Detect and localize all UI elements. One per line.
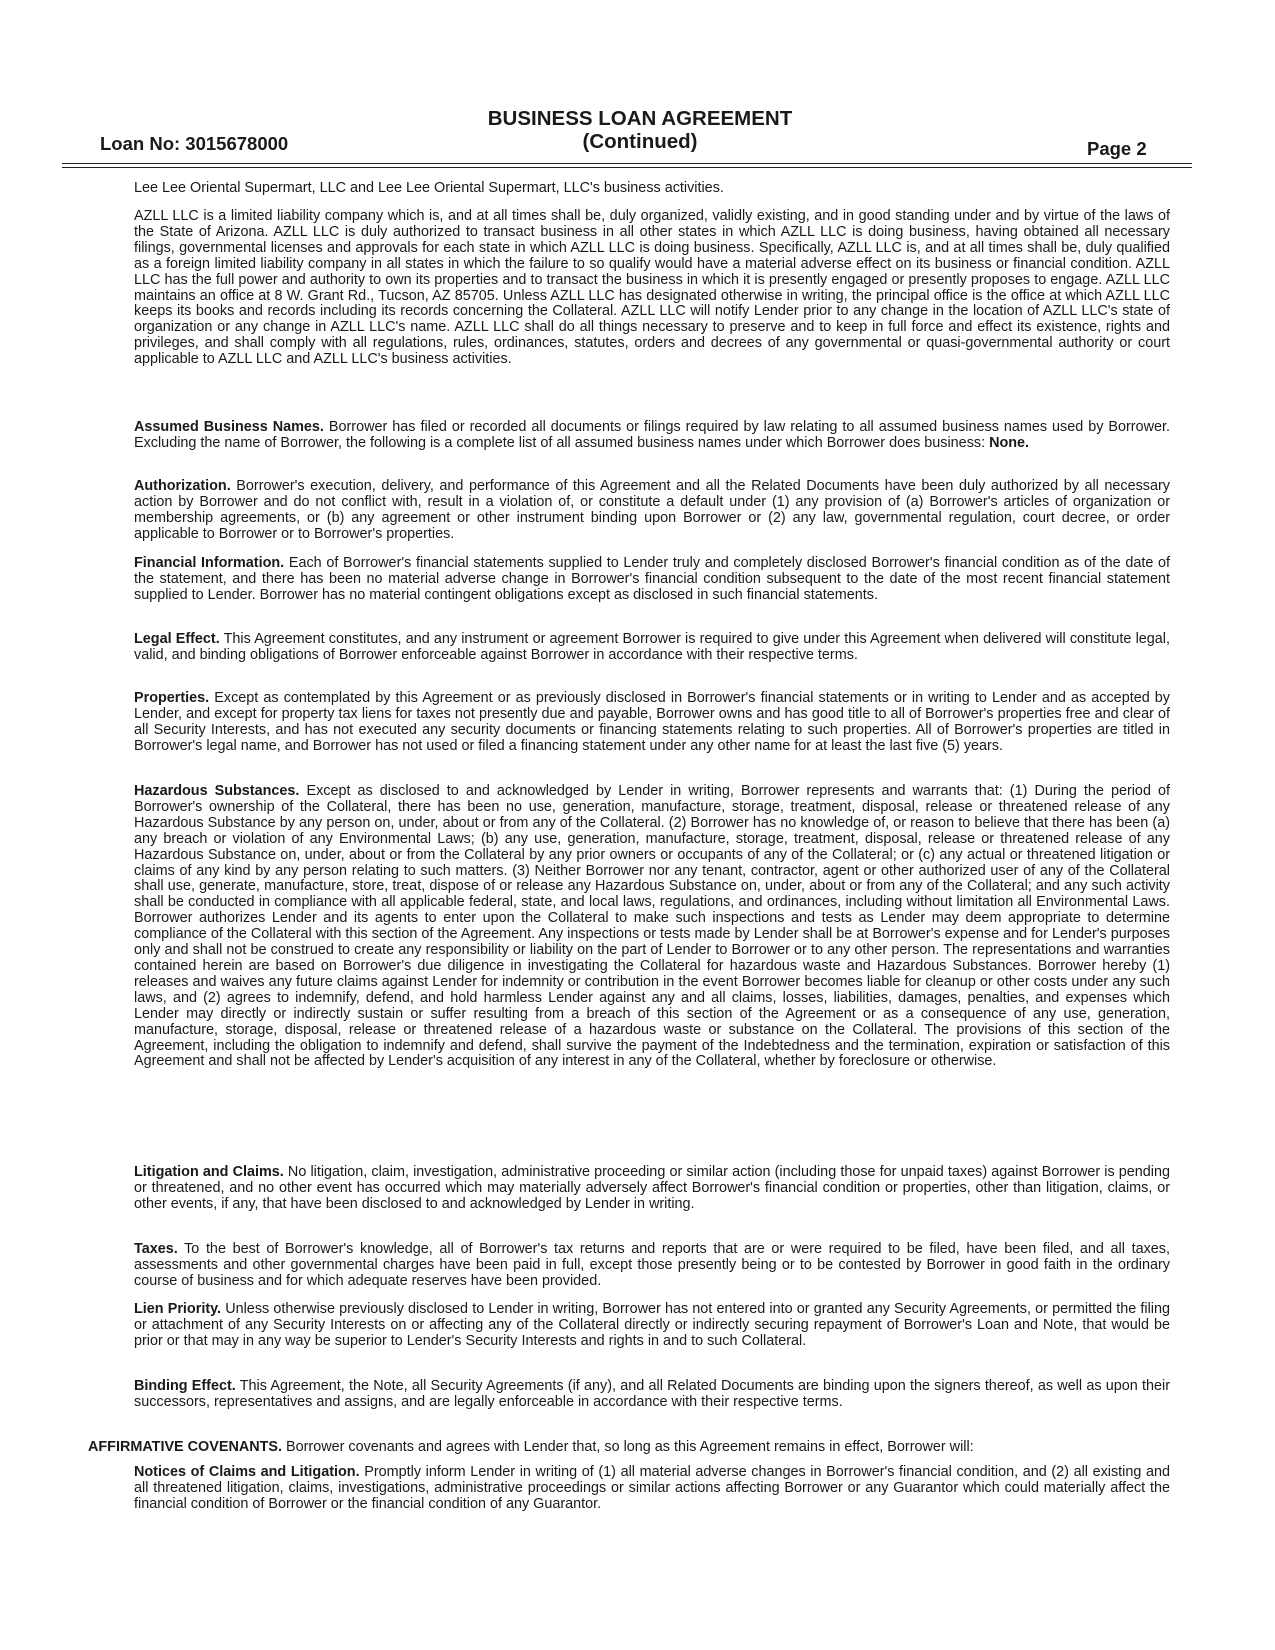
paragraph-assumed-business-names (134, 420, 1170, 452)
paragraph-taxes (134, 1242, 1170, 1290)
paragraph-continued (134, 181, 1170, 197)
paragraph-heading: Hazardous Substances. (134, 783, 300, 799)
paragraph-heading: Properties. (134, 690, 210, 706)
paragraph-tail: None. (989, 434, 1030, 451)
paragraph-authorization (134, 479, 1170, 543)
paragraph-text: Unless otherwise previously disclosed to Lender in writing, Borrower has not entered into or granted any Security Agreements, or permitted the filing or attachment of any Security Interests on or affecting any of the Collateral directly or indirectly securing repayment of Borrower's Loan and Note, that would be prior or that may in any way be superior to Lender's Security Interests and rights in and to such Collateral. (134, 1301, 1170, 1349)
paragraph-hazardous-substances (134, 784, 1170, 1070)
paragraph-azll (134, 209, 1170, 368)
paragraph-text: To the best of Borrower's knowledge, all of Borrower's tax returns and reports that are or were required to be filed, have been filed, and all taxes, assessments and other governmental charges have been paid in full, except those presently being or to be contested by Borrower in good faith in the ordinary course of business and for which adequate reserves have been provided. (134, 1241, 1170, 1289)
header-rule-top (62, 163, 1192, 164)
paragraph-heading: Financial Information. (134, 555, 285, 571)
paragraph-properties (134, 691, 1170, 755)
loan-number: Loan No: 3015678000 (100, 133, 289, 154)
paragraph-text: Except as disclosed to and acknowledged by Lender in writing, Borrower represents and warrants that: (1) During the period of Borrower's ownership of the Collateral, there has been no use, generation, manufacture, storage, treatment, disposal, release or threatened release of any Hazardous Substance by any person on, under, about or from any of the Collateral. (2) Borrower has no knowledge of, or reason to believe that there has been (a) any breach or violation of any Environmental Laws; (b) any use, generation, manufacture, storage, treatment, disposal, release or threatened release of any Hazardous Substance on, under, about or from the Collateral by any prior owners or occupants of any of the Collateral; or (c) any actual or threatened litigation or claims of any kind by any person relating to such matters. (3) Neither Borrower nor any tenant, contractor, agent or other authorized user of any of the Collateral shall use, generate, manufacture, store, treat, dispose of or release any Hazardous Substance on, under, about or from any of the Collateral; and any such activity shall be conducted in compliance with all applicable federal, state, and local laws, regulations, and ordinances, including without limitation all Environmental Laws. Borrower authorizes Lender and its agents to enter upon the Collateral to make such inspections and tests as Lender may deem appropriate to determine compliance of the Collateral with this section of the Agreement. Any inspections or tests made by Lender shall be at Borrower's expense and for Lender's purposes only and shall not be construed to create any responsibility or liability on the part of Lender to Borrower or to any other person. The representations and warranties contained herein are based on Borrower's due diligence in investigating the Collateral for hazardous waste and Hazardous Substances. Borrower hereby (1) releases and waives any future claims against Lender for indemnity or contribution in the event Borrower becomes liable for cleanup or other costs under any such laws, and (2) agrees to indemnify, defend, and hold harmless Lender against any and all claims, losses, liabilities, damages, penalties, and expenses which Lender may directly or indirectly sustain or suffer resulting from a breach of this section of the Agreement or as a consequence of any use, generation, manufacture, storage, disposal, release or threatened release of a hazardous waste or substance on the Collateral. The provisions of this section of the Agreement, including the obligation to indemnify and defend, shall survive the payment of the Indebtedness and the termination, expiration or satisfaction of this Agreement and shall not be affected by Lender's acquisition of any interest in any of the Collateral, whether by foreclosure or otherwise. (134, 783, 1170, 1070)
paragraph-legal-effect (134, 632, 1170, 664)
paragraph-text: No litigation, claim, investigation, administrative proceeding or similar action (including those for unpaid taxes) against Borrower is pending or threatened, and no other event has occurred which may materially adversely affect Borrower's financial condition or properties, other than litigation, claims, or other events, if any, that have been disclosed to and acknowledged by Lender in writing. (134, 1164, 1171, 1212)
paragraph-text: AZLL LLC is a limited liability company which is, and at all times shall be, duly organized, validly existing, and in good standing under and by virtue of the laws of the State of Arizona. AZLL LLC is duly authorized to transact business in all other states in which AZLL LLC is doing business, having obtained all necessary filings, governmental licenses and approvals for each state in which AZLL LLC is doing business. Specifically, AZLL LLC is, and at all times shall be, duly qualified as a foreign limited liability company in all states in which the failure to so qualify would have a material adverse effect on its business or financial condition. AZLL LLC has the full power and authority to own its properties and to transact the business in which it is presently engaged or presently proposes to engage. AZLL LLC maintains an office at 8 W. Grant Rd., Tucson, AZ 85705. Unless AZLL LLC has designated otherwise in writing, the principal office is the office at which AZLL LLC keeps its books and records including its records concerning the Collateral. AZLL LLC will notify Lender prior to any change in the location of AZLL LLC's state of organization or any change in AZLL LLC's name. AZLL LLC shall do all things necessary to preserve and to keep in full force and effect its existence, rights and privileges, and shall comply with all regulations, rules, ordinances, statutes, orders and decrees of any governmental or quasi-governmental authority or court applicable to AZLL LLC and AZLL LLC's business activities. (134, 208, 1170, 368)
paragraph-financial-information (134, 556, 1170, 604)
paragraph-heading: Litigation and Claims. (134, 1164, 284, 1180)
paragraph-text: Each of Borrower's financial statements supplied to Lender truly and completely disclosed Borrower's financial condition as of the date of the statement, and there has been no material adverse change in Borrower's financial condition subsequent to the date of the most recent financial statement supplied to Lender. Borrower has no material contingent obligations except as disclosed in such financial statements. (134, 555, 1171, 603)
title-line-2: (Continued) (582, 130, 698, 153)
section-heading: AFFIRMATIVE COVENANTS. (88, 1439, 283, 1455)
paragraph-text: This Agreement, the Note, all Security Agreements (if any), and all Related Documents are binding upon the signers thereof, as well as upon their successors, representatives and assigns, and are legally enforceable in accordance with their respective terms. (134, 1378, 1171, 1410)
header-rule-bottom (62, 167, 1192, 168)
paragraph-heading: Assumed Business Names. (134, 419, 324, 435)
paragraph-heading: Notices of Claims and Litigation. (134, 1464, 360, 1480)
paragraph-heading: Binding Effect. (134, 1378, 236, 1394)
paragraph-binding-effect (134, 1379, 1170, 1411)
section-text: Borrower covenants and agrees with Lender that, so long as this Agreement remains in effect, Borrower will: (286, 1439, 974, 1455)
paragraph-heading: Lien Priority. (134, 1301, 222, 1317)
paragraph-lien-priority (134, 1302, 1170, 1350)
paragraph-notices-of-claims (134, 1465, 1170, 1513)
paragraph-heading: Authorization. (134, 478, 231, 494)
paragraph-text: Promptly inform Lender in writing of (1) all material adverse changes in Borrower's financial condition, and (2) all existing and all threatened litigation, claims, investigations, administrative proceedings or similar actions affecting Borrower or any Guarantor which could materially affect the financial condition of Borrower or the financial condition of any Guarantor. (134, 1464, 1171, 1512)
paragraph-heading: Taxes. (134, 1241, 178, 1257)
paragraph-text: Lee Lee Oriental Supermart, LLC and Lee Lee Oriental Supermart, LLC's business activities. (134, 180, 724, 196)
paragraph-text: Borrower's execution, delivery, and performance of this Agreement and all the Related Documents have been duly authorized by all necessary action by Borrower and do not conflict with, result in a violation of, or constitute a default under (1) any provision of (a) Borrower's articles of organization or membership agreements, or (b) any agreement or other instrument binding upon Borrower or (2) any law, governmental regulation, court decree, or order applicable to Borrower or to Borrower's properties. (134, 478, 1170, 542)
document-title (360, 107, 920, 153)
paragraph-text: Except as contemplated by this Agreement or as previously disclosed in Borrower's financial statements or in writing to Lender and as accepted by Lender, and except for property tax liens for taxes not presently due and payable, Borrower owns and has good title to all of Borrower's properties free and clear of all Security Interests, and has not executed any security documents or financing statements relating to such properties. All of Borrower's properties are titled in Borrower's legal name, and Borrower has not used or filed a financing statement under any other name for at least the last five (5) years. (134, 690, 1170, 754)
paragraph-text: This Agreement constitutes, and any instrument or agreement Borrower is required to give under this Agreement when delivered will constitute legal, valid, and binding obligations of Borrower enforceable against Borrower in accordance with their respective terms. (134, 631, 1170, 663)
page-number: Page 2 (1087, 138, 1147, 159)
paragraph-litigation-and-claims (134, 1165, 1170, 1213)
section-affirmative-covenants (88, 1439, 1178, 1455)
paragraph-text: Borrower has filed or recorded all documents or filings required by law relating to all assumed business names used by Borrower. Excluding the name of Borrower, the following is a complete list of all assumed business names under which Borrower does business: (134, 419, 1170, 451)
title-line-1: BUSINESS LOAN AGREEMENT (487, 107, 793, 130)
paragraph-heading: Legal Effect. (134, 631, 220, 647)
page-header (0, 0, 1275, 170)
